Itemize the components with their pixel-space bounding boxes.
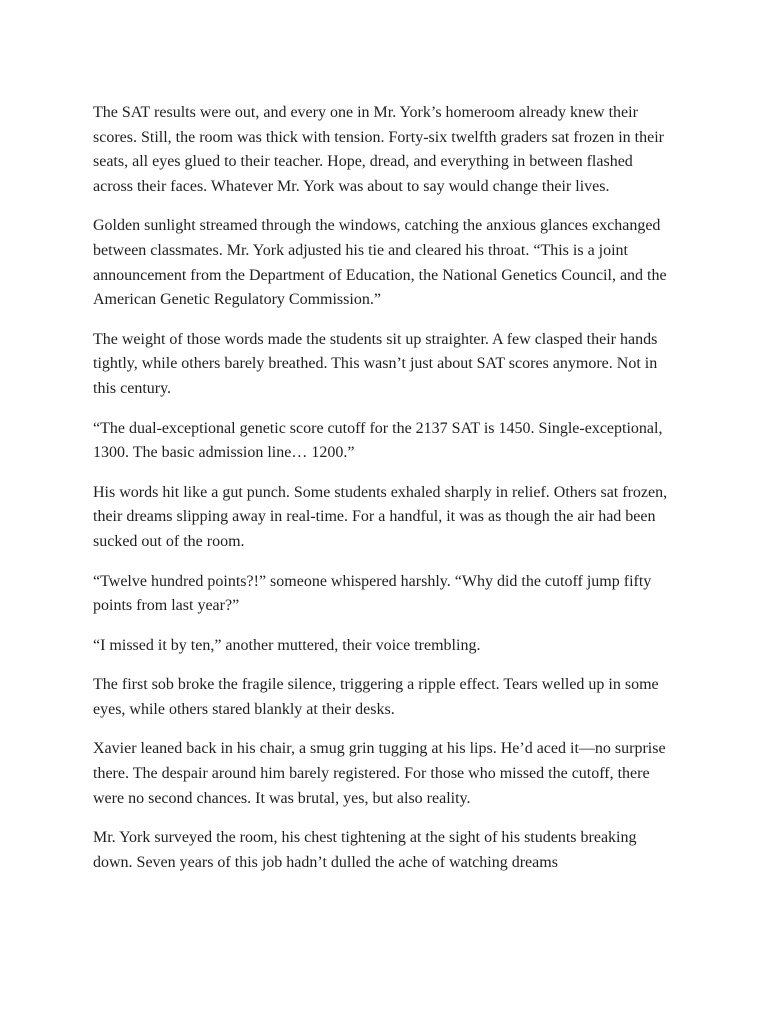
paragraph-9: Xavier leaned back in his chair, a smug grin tugging at his lips. He’d aced it—no surprise there. The despair around him barely registered. For those who missed the cutoff, there were no second chances. It was brutal, yes, but also reality. [93, 740, 666, 807]
paragraph-4: “The dual-exceptional genetic score cutoff for the 2137 SAT is 1450. Single-exceptional, 1300. The basic admission line… 1200.” [93, 419, 663, 462]
paragraph-1: The SAT results were out, and every one in Mr. York’s homeroom already knew their scores. Still, the room was thick with tension. Forty-six twelfth graders sat frozen in their seats, all eyes glued to their teacher. Hope, dread, and everything in between flashed across their faces. Whatever Mr. York was about to say would change their lives. [93, 104, 664, 195]
document-page [93, 101, 673, 875]
paragraph-7: “I missed it by ten,” another muttered, their voice trembling. [93, 636, 481, 654]
paragraph-2: Golden sunlight streamed through the windows, catching the anxious glances exchanged between classmates. Mr. York adjusted his tie and cleared his throat. “This is a joint announcement from the Department of Education, the National Genetics Council, and the American Genetic Regulatory Commission.” [93, 217, 667, 309]
paragraph-6: “Twelve hundred points?!” someone whispered harshly. “Why did the cutoff jump fifty points from last year?” [93, 572, 652, 615]
paragraph-10: Mr. York surveyed the room, his chest tightening at the sight of his students breaking down. Seven years of this job hadn’t dulled the ache of watching dreams [93, 829, 637, 871]
paragraph-8: The first sob broke the fragile silence, triggering a ripple effect. Tears welled up in some eyes, while others stared blankly at their desks. [93, 676, 659, 718]
paragraph-5: His words hit like a gut punch. Some students exhaled sharply in relief. Others sat frozen, their dreams slipping away in real-time. For a handful, it was as though the air had been sucked out of the room. [93, 483, 668, 550]
paragraph-3: The weight of those words made the students sit up straighter. A few clasped their hands tightly, while others barely breathed. This wasn’t just about SAT scores anymore. Not in this century. [93, 330, 658, 397]
